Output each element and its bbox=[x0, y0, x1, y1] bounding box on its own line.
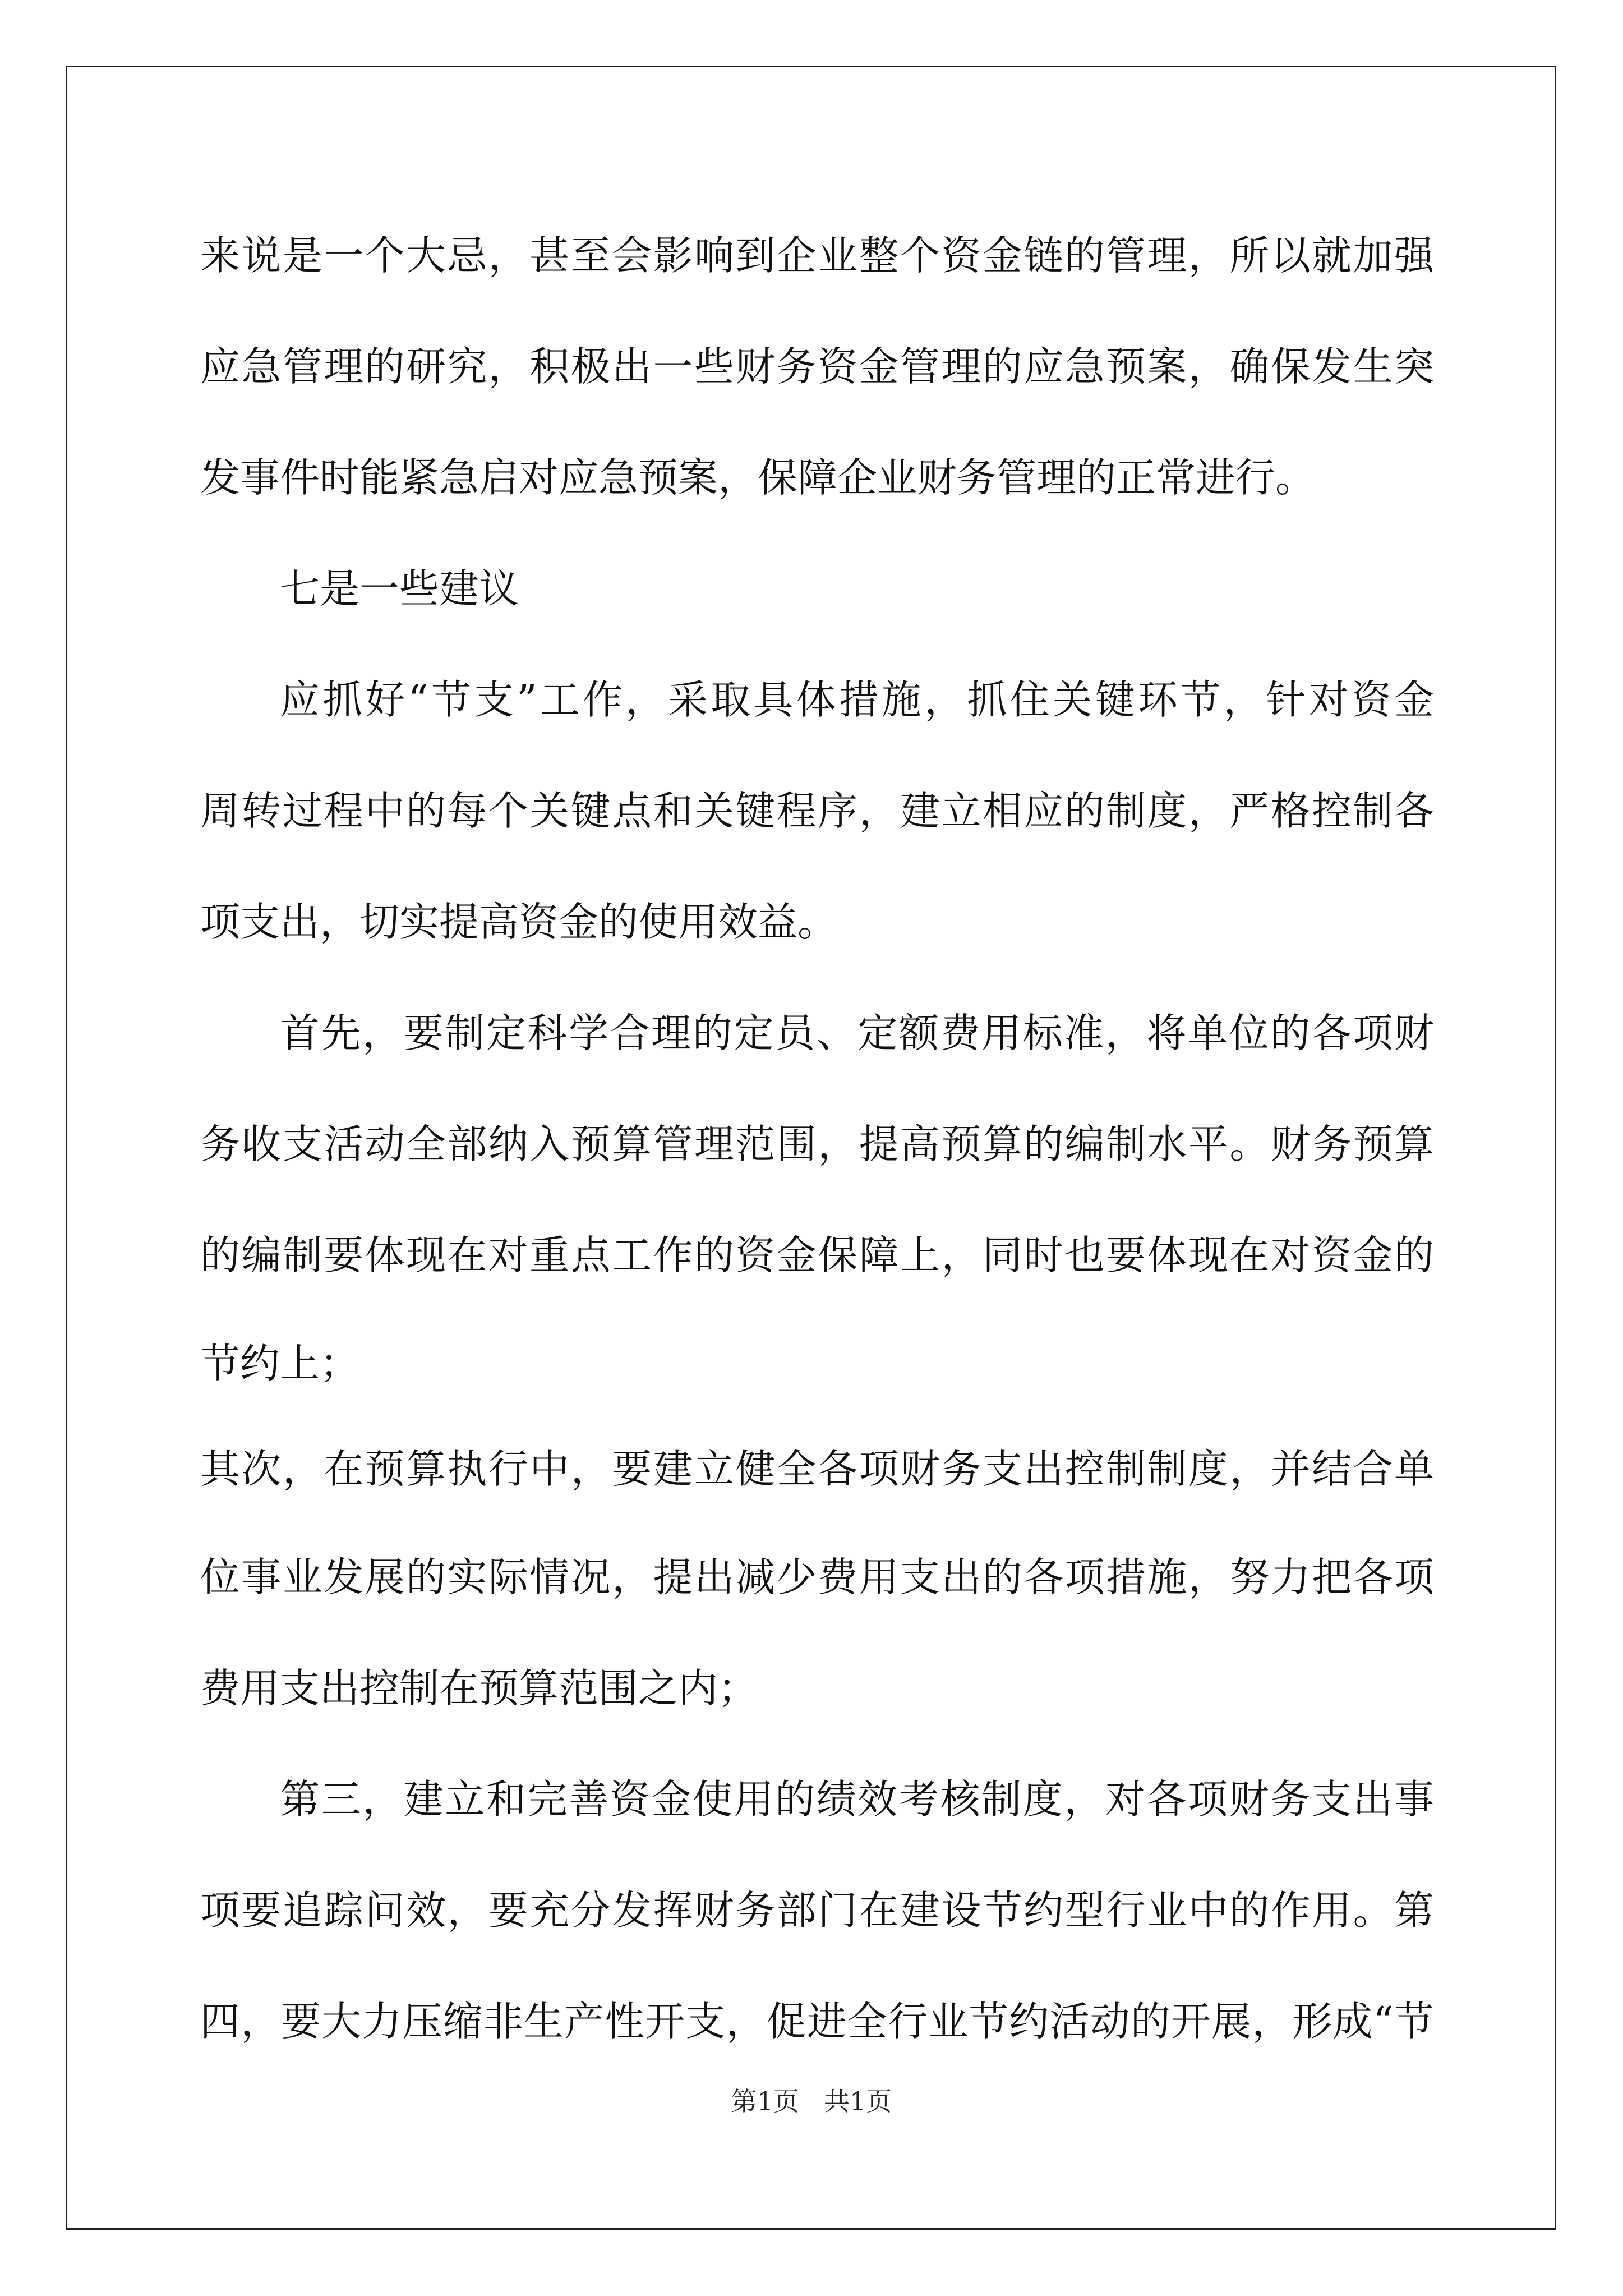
text-line: 项支出，切实提高资金的使用效益。 bbox=[200, 899, 838, 945]
text-line: 来说是一个大忌，甚至会影响到企业整个资金链的管理，所以就加强 bbox=[200, 232, 1434, 279]
section-heading: 七是一些建议 bbox=[280, 565, 519, 612]
page-total: 共1页 bbox=[823, 2086, 892, 2116]
page-footer bbox=[0, 2081, 1623, 2118]
page-number: 第1页 bbox=[731, 2086, 800, 2116]
text-line: 务收支活动全部纳入预算管理范围，提高预算的编制水平。财务预算 bbox=[200, 1121, 1434, 1167]
text-line: 其次，在预算执行中，要建立健全各项财务支出控制制度，并结合单 bbox=[200, 1446, 1434, 1492]
text-line: 周转过程中的每个关键点和关键程序，建立相应的制度，严格控制各 bbox=[200, 788, 1434, 834]
text-line: 节约上； bbox=[200, 1340, 360, 1387]
text-line: 应抓好“节支”工作，采取具体措施，抓住关键环节，针对资金 bbox=[280, 677, 1434, 723]
document-body bbox=[200, 200, 1434, 2077]
text-line: 第三，建立和完善资金使用的绩效考核制度，对各项财务支出事 bbox=[280, 1776, 1434, 1823]
text-line: 位事业发展的实际情况，提出减少费用支出的各项措施，努力把各项 bbox=[200, 1554, 1434, 1600]
text-line: 的编制要体现在对重点工作的资金保障上，同时也要体现在对资金的 bbox=[200, 1232, 1434, 1278]
text-line: 费用支出控制在预算范围之内； bbox=[200, 1665, 758, 1711]
text-line: 发事件时能紧急启对应急预案，保障企业财务管理的正常进行。 bbox=[200, 454, 1316, 501]
text-line: 项要追踪问效，要充分发挥财务部门在建设节约型行业中的作用。第 bbox=[200, 1887, 1434, 1934]
text-line: 四，要大力压缩非生产性开支，促进全行业节约活动的开展，形成“节 bbox=[200, 1998, 1434, 2045]
text-line: 首先，要制定科学合理的定员、定额费用标准，将单位的各项财 bbox=[280, 1010, 1434, 1056]
text-line: 应急管理的研究，积极出一些财务资金管理的应急预案，确保发生突 bbox=[200, 343, 1434, 390]
